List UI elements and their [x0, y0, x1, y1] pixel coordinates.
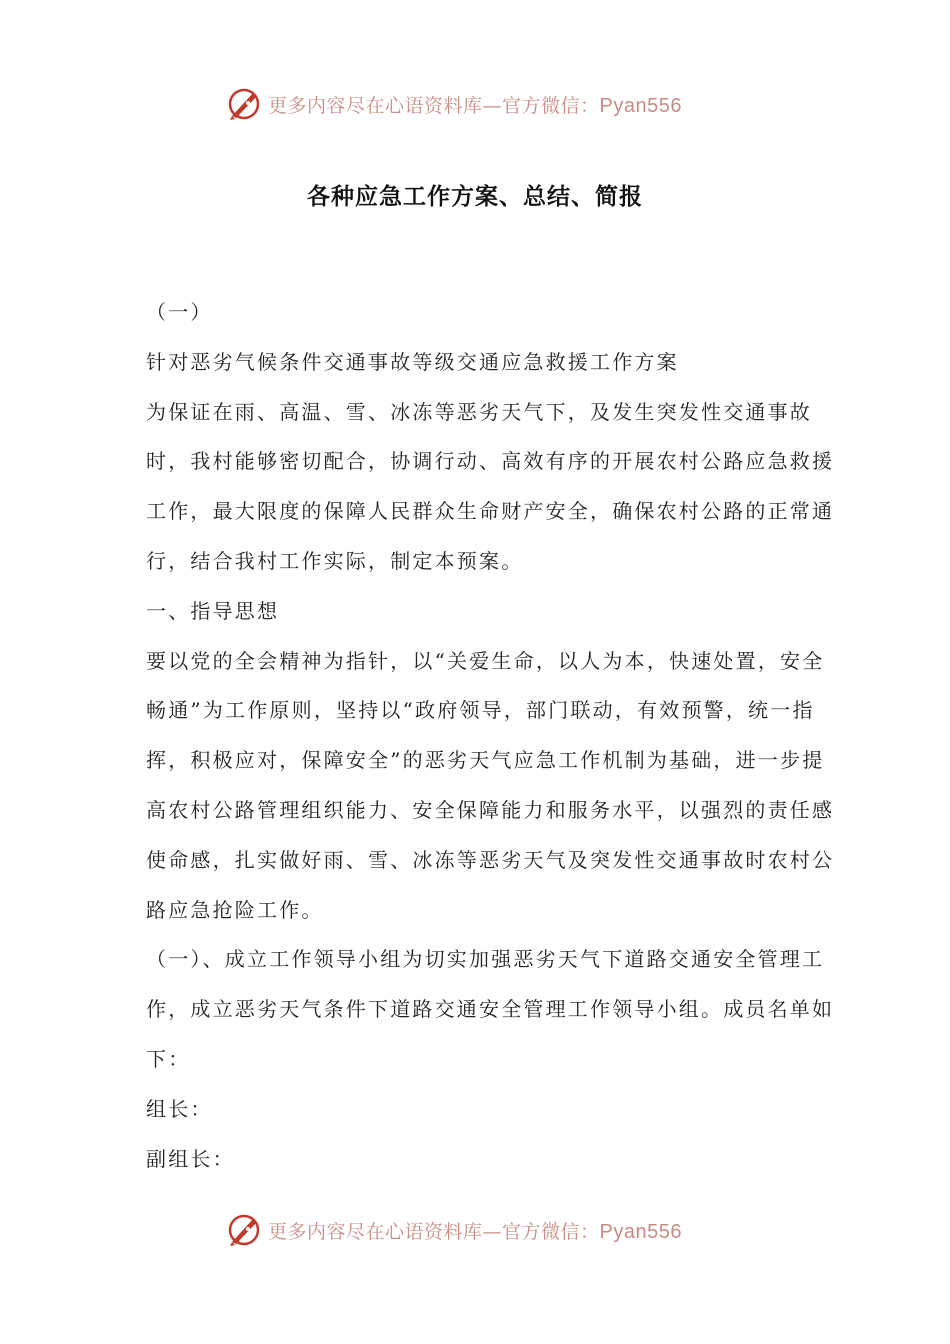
watermark-banner-bottom — [226, 1210, 746, 1250]
section-heading-guiding-ideology: 一、指导思想 — [146, 598, 280, 623]
watermark-wechat-id: Pyan556 — [599, 1220, 682, 1243]
guiding-ideology-paragraph: 要以党的全会精神为指针，以“关爱生命，以人为本，快速处置，安全畅通”为工作原则，坚持以“政府领导，部门联动，有效预警，统一指挥，积极应对，保障安全”的恶劣天气应急工作机制为基础，进一步提高农村公路管理组织能力、安全保障能力和服务水平，以强烈的责任感使命感，扎实做好雨、雪、冰冻等恶劣天气及突发性交通事故时农村公路应急抢险工作。 — [146, 648, 835, 922]
group-leader-line: 组长： — [146, 1096, 213, 1121]
pen-logo-icon — [226, 86, 262, 122]
pen-logo-icon — [226, 1212, 262, 1248]
watermark-text: 更多内容尽在心语资料库—官方微信： — [268, 1220, 600, 1243]
leadership-group-paragraph: （一）、成立工作领导小组为切实加强恶劣天气下道路交通安全管理工作，成立恶劣天气条件下道路交通安全管理工作领导小组。成员名单如下： — [146, 947, 835, 1071]
deputy-leader-line: 副组长： — [146, 1146, 235, 1171]
document-body — [146, 288, 836, 1184]
section-number: （一） — [146, 300, 213, 324]
plan-heading: 针对恶劣气候条件交通事故等级交通应急救援工作方案 — [146, 349, 679, 374]
document-title: 各种应急工作方案、总结、简报 — [307, 184, 643, 210]
watermark-text: 更多内容尽在心语资料库—官方微信： — [268, 94, 600, 117]
watermark-banner-top — [226, 84, 746, 124]
intro-paragraph: 为保证在雨、高温、雪、冰冻等恶劣天气下，及发生突发性交通事故时，我村能够密切配合，协调行动、高效有序的开展农村公路应急救援工作，最大限度的保障人民群众生命财产安全，确保农村公路的正常通行，结合我村工作实际，制定本预案。 — [146, 399, 835, 573]
watermark-wechat-id: Pyan556 — [599, 94, 682, 117]
